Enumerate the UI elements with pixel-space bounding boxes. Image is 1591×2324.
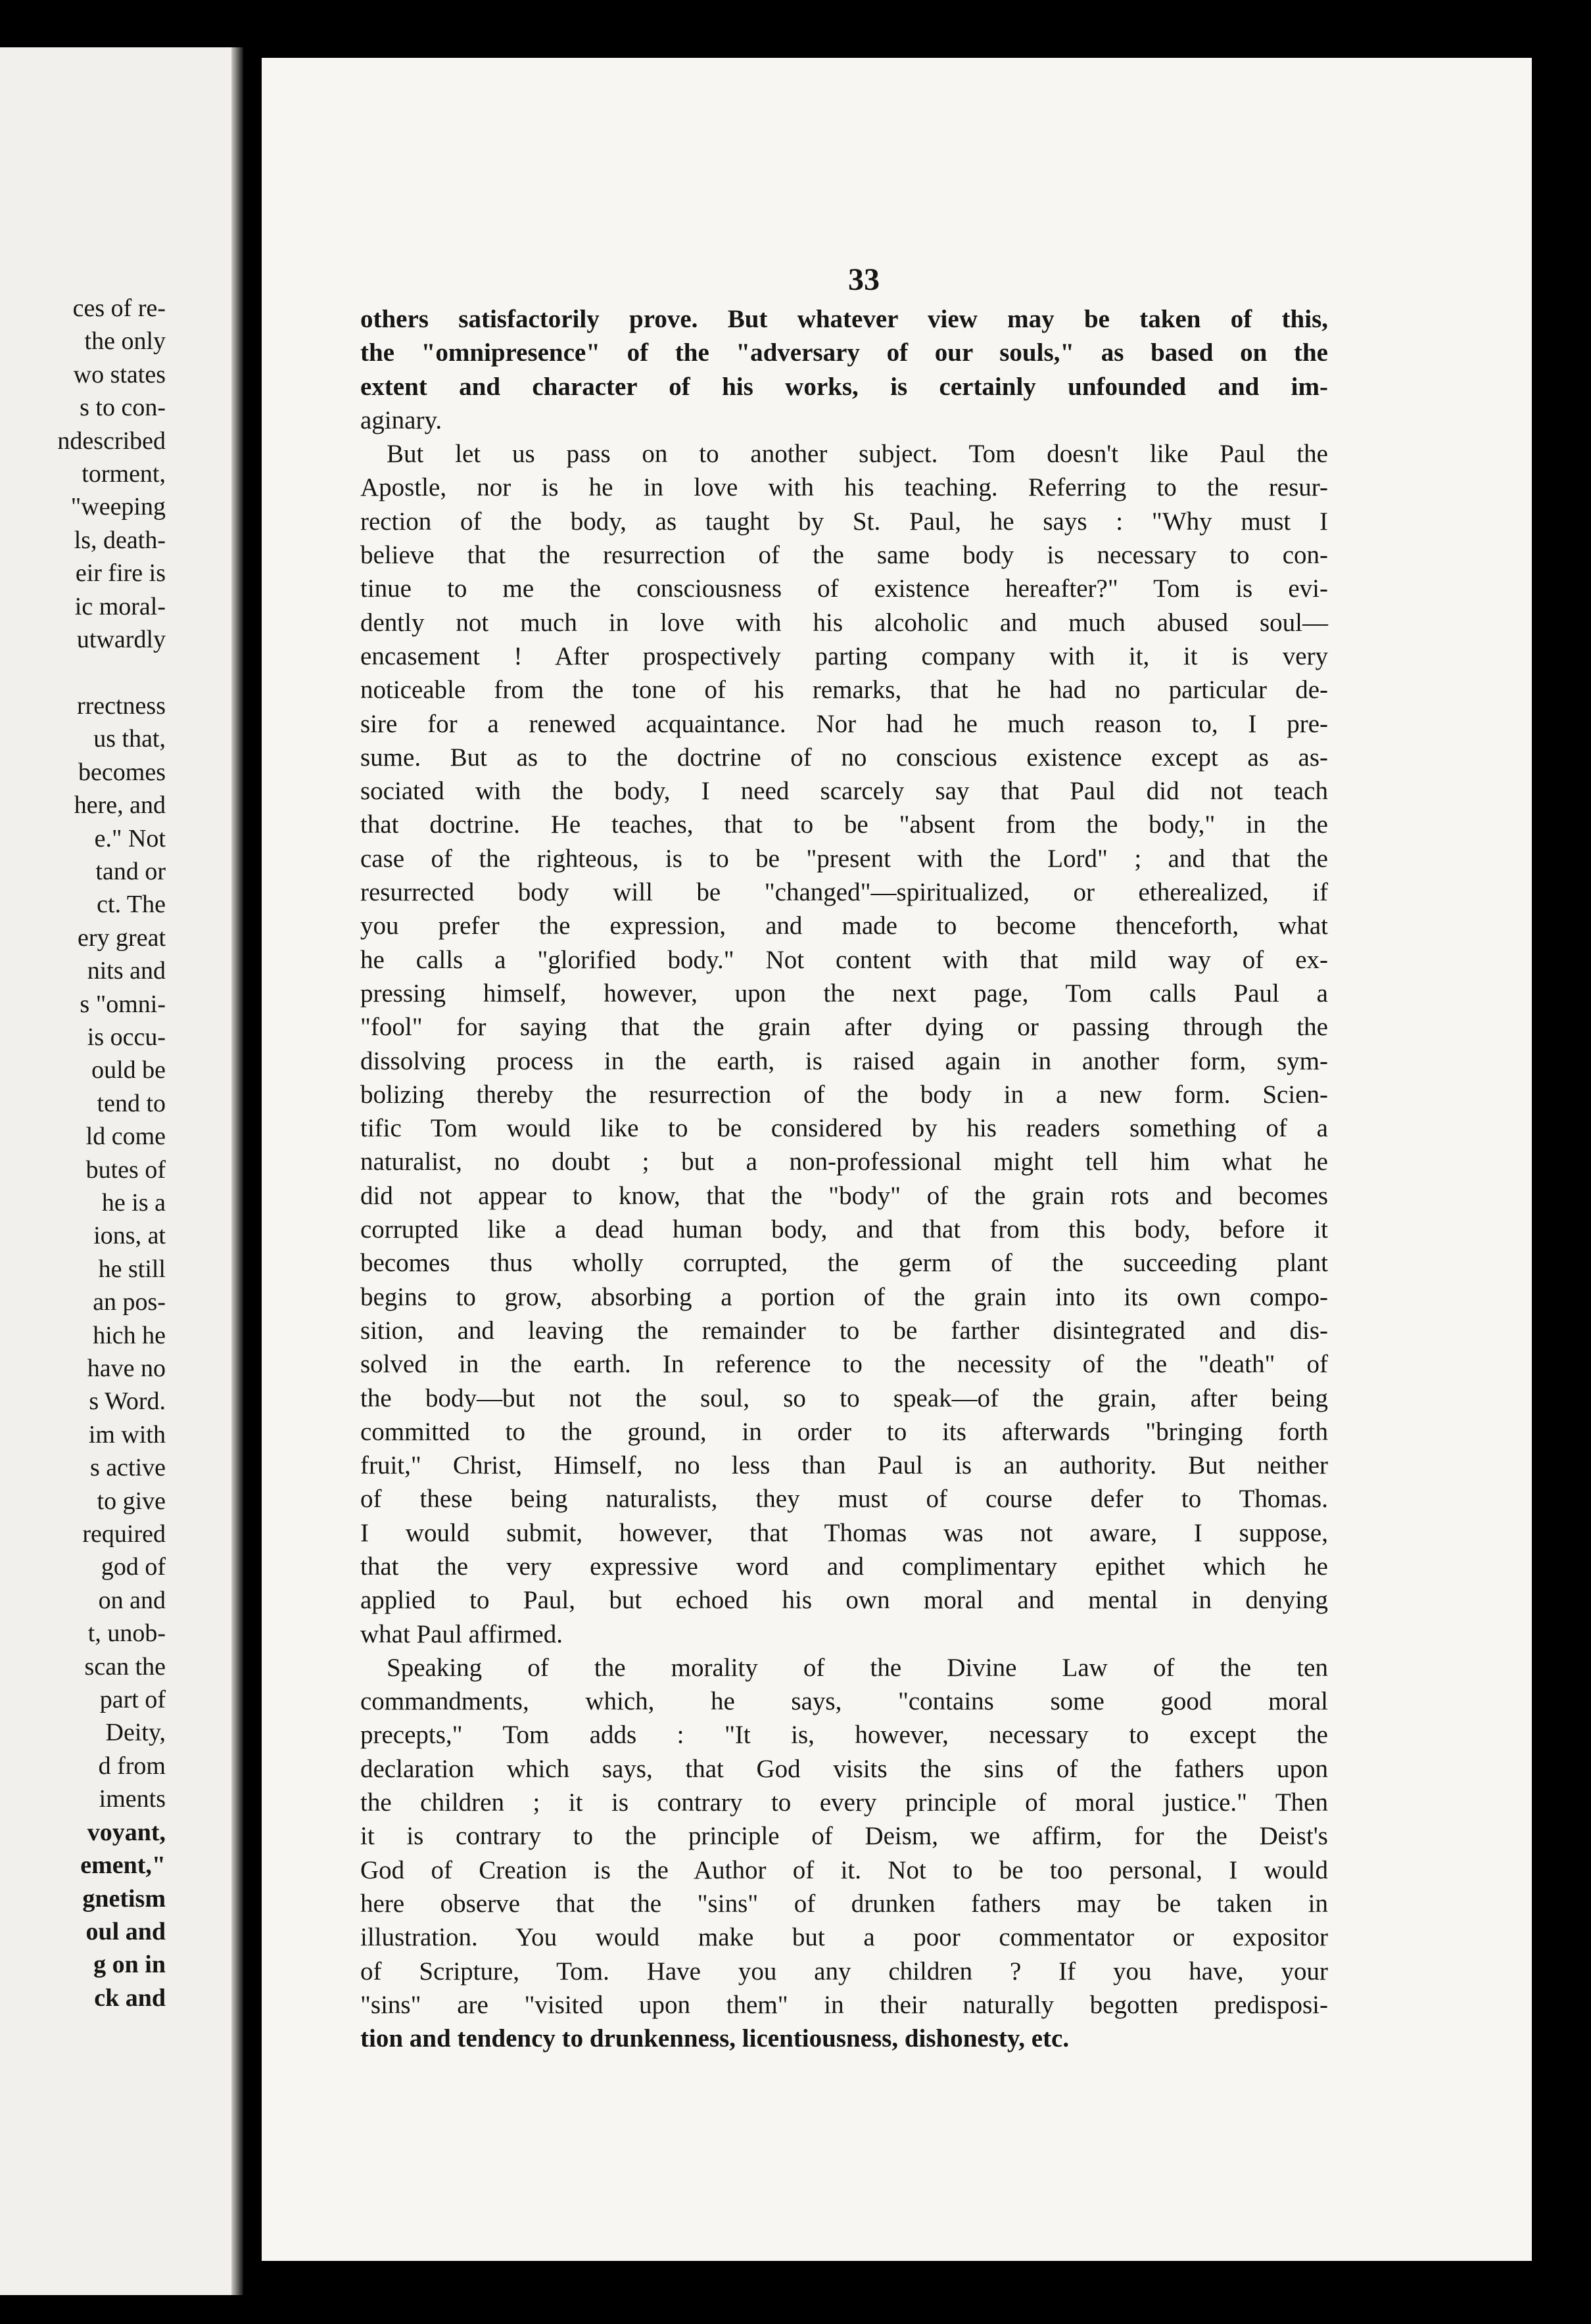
left-page-line: wo states — [73, 360, 166, 388]
left-page-line: tand or — [95, 857, 166, 885]
text-line: becomes thus wholly corrupted, the germ of the succeeding plant — [360, 1249, 1328, 1278]
text-line: others satisfactorily prove. But whatever view may be taken of this, — [360, 305, 1328, 333]
text-line: of these being naturalists, they must of course defer to Thomas. — [360, 1485, 1328, 1514]
text-line: tific Tom would like to be considered by his readers something of a — [360, 1114, 1328, 1143]
text-line: resurrected body will be "changed"—spiritualized, or etherealized, if — [360, 878, 1328, 907]
text-line: God of Creation is the Author of it. Not to be too personal, I would — [360, 1855, 1328, 1884]
left-page-line — [0, 656, 166, 689]
text-line: pressing himself, however, upon the next page, Tom calls Paul a — [360, 979, 1328, 1008]
text-line: commandments, which, he says, "contains some good moral — [360, 1687, 1328, 1716]
left-page-line: ct. The — [97, 891, 166, 919]
left-page-line: here, and — [74, 791, 166, 820]
left-page-line: gnetism — [82, 1884, 166, 1913]
left-page-line: required — [82, 1520, 166, 1548]
left-page-line: "weeping — [70, 493, 166, 521]
text-line: corrupted like a dead human body, and that from this body, before it — [360, 1215, 1328, 1244]
text-line: sociated with the body, I need scarcely say that Paul did not teach — [360, 777, 1328, 806]
text-line: Apostle, nor is he in love with his teaching. Referring to the resur- — [360, 473, 1328, 502]
left-page-line: iments — [99, 1785, 166, 1813]
left-page-line: s to con- — [80, 394, 166, 422]
text-line: encasement ! After prospectively parting company with it, it is very — [360, 641, 1328, 670]
text-line: aginary. — [360, 406, 442, 434]
left-page-line: ions, at — [93, 1222, 166, 1250]
page-number: 33 — [848, 262, 880, 297]
left-page-line: Deity, — [105, 1719, 166, 1747]
page-body-text — [360, 302, 1328, 2055]
left-page-line: becomes — [78, 758, 166, 786]
left-page-line: have no — [87, 1355, 166, 1382]
left-page-line: us that, — [93, 725, 166, 753]
left-page-line: tend to — [97, 1089, 166, 1117]
left-page-line: utwardly — [76, 626, 166, 654]
text-line: I would submit, however, that Thomas was not aware, I suppose, — [360, 1518, 1328, 1547]
left-page-line: ls, death- — [74, 526, 166, 554]
left-page-line: ces of re- — [72, 294, 166, 322]
left-page-line: is occu- — [87, 1023, 166, 1051]
text-line: of Scripture, Tom. Have you any children ? If you have, your — [360, 1957, 1328, 1986]
text-line: declaration which says, that God visits the sins of the fathers upon — [360, 1754, 1328, 1783]
left-page-line: t, unob- — [87, 1619, 166, 1648]
text-line: solved in the earth. In reference to the necessity of the "death" of — [360, 1350, 1328, 1379]
left-page-text-fragments — [0, 292, 166, 2014]
left-page-line: ic moral- — [74, 592, 166, 620]
text-line: precepts," Tom adds : "It is, however, necessary to except the — [360, 1721, 1328, 1750]
left-page-line: the only — [84, 327, 166, 356]
left-page-line: he is a — [101, 1188, 166, 1217]
left-facing-page — [0, 47, 238, 2295]
left-page-line: s Word. — [89, 1387, 166, 1416]
text-line: Speaking of the morality of the Divine Law of the ten — [387, 1653, 1328, 1682]
left-page-line: ld come — [85, 1123, 166, 1151]
left-page-line: butes of — [85, 1155, 166, 1184]
text-line: tion and tendency to drunkenness, licentiousness, dishonesty, etc. — [360, 2024, 1070, 2053]
left-page-line: he still — [98, 1255, 166, 1283]
text-line: sume. But as to the doctrine of no conscious existence except as as- — [360, 743, 1328, 772]
text-line: the children ; it is contrary to every principle of moral justice." Then — [360, 1788, 1328, 1817]
left-page-line: ement," — [80, 1851, 166, 1880]
left-page-line: an pos- — [93, 1288, 166, 1316]
left-page-line: ould be — [91, 1056, 166, 1084]
left-page-line: im with — [88, 1420, 166, 1449]
text-line: illustration. You would make but a poor commentator or expositor — [360, 1923, 1328, 1952]
text-line: he calls a "glorified body." Not content with that mild way of ex- — [360, 945, 1328, 974]
left-page-line: g on in — [93, 1951, 166, 1979]
left-page-line: e." Not — [94, 824, 166, 852]
paragraph — [360, 302, 1328, 437]
left-page-line: to give — [97, 1487, 166, 1515]
left-page-line: torment, — [82, 460, 166, 488]
text-line: begins to grow, absorbing a portion of the grain into its own compo- — [360, 1282, 1328, 1311]
text-line: sire for a renewed acquaintance. Nor had he much reason to, I pre- — [360, 709, 1328, 738]
left-page-line: d from — [98, 1752, 166, 1780]
left-page-line: scan the — [84, 1652, 166, 1681]
text-line: But let us pass on to another subject. Tom doesn't like Paul the — [387, 440, 1328, 469]
text-line: rection of the body, as taught by St. Paul, he says : "Why must I — [360, 507, 1328, 536]
left-page-line: god of — [101, 1553, 166, 1581]
text-line: noticeable from the tone of his remarks, that he had no particular de- — [360, 676, 1328, 705]
left-page-line: ery great — [78, 923, 166, 952]
text-line: "sins" are "visited upon them" in their naturally begotten predisposi- — [360, 1990, 1328, 2019]
text-line: that doctrine. He teaches, that to be "absent from the body," in the — [360, 810, 1328, 839]
text-line: here observe that the "sins" of drunken fathers may be taken in — [360, 1889, 1328, 1918]
text-line: "fool" for saying that the grain after dying or passing through the — [360, 1013, 1328, 1042]
left-page-line: voyant, — [87, 1818, 166, 1846]
left-page-line: ck and — [94, 1984, 166, 2012]
text-line: case of the righteous, is to be "present with the Lord" ; and that the — [360, 844, 1328, 873]
text-line: the "omnipresence" of the "adversary of our souls," as based on the — [360, 338, 1328, 367]
left-page-line: part of — [99, 1686, 166, 1714]
text-line: committed to the ground, in order to its afterwards "bringing forth — [360, 1417, 1328, 1446]
text-line: the body—but not the soul, so to speak—of the grain, after being — [360, 1383, 1328, 1412]
text-line: naturalist, no doubt ; but a non-professional might tell him what he — [360, 1148, 1328, 1176]
left-page-line: eir fire is — [75, 559, 166, 588]
text-line: dissolving process in the earth, is raised again in another form, sym- — [360, 1046, 1328, 1075]
text-line: tinue to me the consciousness of existence hereafter?" Tom is evi- — [360, 574, 1328, 603]
text-line: fruit," Christ, Himself, no less than Paul is an authority. But neither — [360, 1451, 1328, 1480]
left-page-line: nits and — [87, 957, 166, 985]
text-line: what Paul affirmed. — [360, 1619, 563, 1648]
left-page-line: s "omni- — [80, 990, 166, 1018]
text-line: did not appear to know, that the "body" of the grain rots and becomes — [360, 1181, 1328, 1210]
text-line: sition, and leaving the remainder to be farther disintegrated and dis- — [360, 1316, 1328, 1345]
text-line: that the very expressive word and complimentary epithet which he — [360, 1552, 1328, 1581]
left-page-line: hich he — [93, 1321, 166, 1349]
text-line: bolizing thereby the resurrection of the body in a new form. Scien- — [360, 1080, 1328, 1109]
paragraph — [360, 1651, 1328, 2056]
text-line: believe that the resurrection of the same body is necessary to con- — [360, 541, 1328, 570]
book-gutter-shadow — [231, 47, 243, 2295]
paragraph — [360, 437, 1328, 1651]
text-line: you prefer the expression, and made to become thenceforth, what — [360, 912, 1328, 941]
left-page-line: rrectness — [76, 691, 166, 720]
text-line: extent and character of his works, is certainly unfounded and im- — [360, 372, 1328, 401]
left-page-line: ndescribed — [57, 427, 166, 455]
text-line: dently not much in love with his alcoholic and much abused soul— — [360, 608, 1328, 637]
text-line: applied to Paul, but echoed his own moral and mental in denying — [360, 1586, 1328, 1615]
left-page-line: on and — [98, 1586, 166, 1614]
text-line: it is contrary to the principle of Deism, we affirm, for the Deist's — [360, 1822, 1328, 1851]
left-page-line: oul and — [85, 1917, 166, 1945]
left-page-line: s active — [89, 1454, 166, 1482]
